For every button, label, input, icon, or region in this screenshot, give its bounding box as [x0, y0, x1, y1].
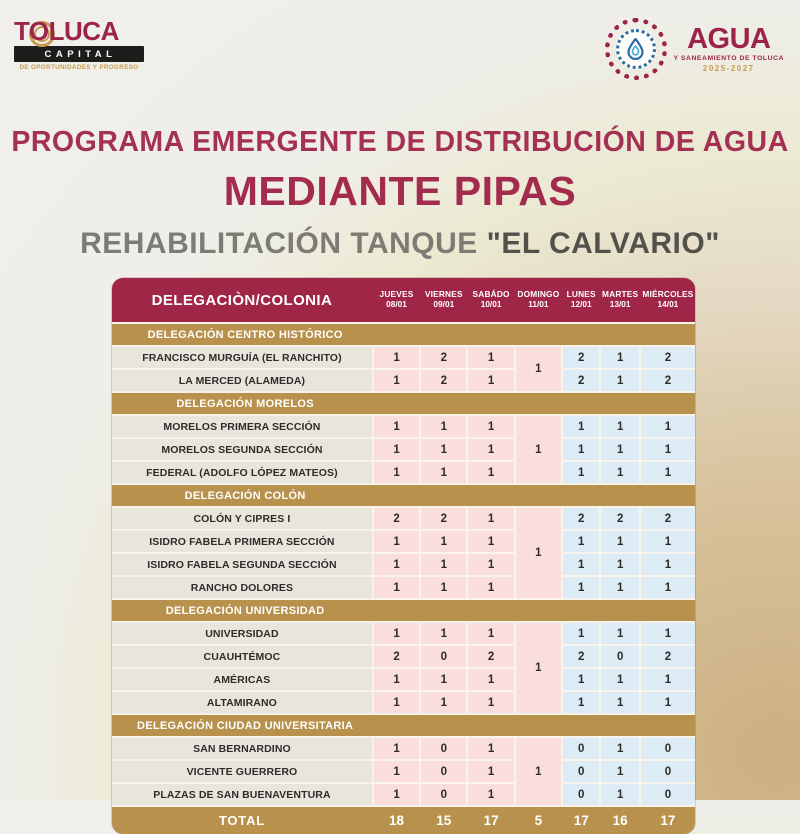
header: [0, 0, 800, 96]
schedule-cell: 1: [641, 577, 695, 598]
schedule-cell: 1: [563, 531, 599, 552]
title-line3-normal: REHABILITACIÓN TANQUE: [80, 226, 487, 260]
schedule-cell: 1: [601, 439, 638, 460]
schedule-cell: 1: [563, 416, 599, 437]
table-header-row: [112, 278, 695, 322]
colonia-label: LA MERCED (ALAMEDA): [112, 370, 372, 391]
total-value: 5: [534, 813, 543, 829]
schedule-cell: 1: [641, 531, 695, 552]
colonia-label: COLÓN Y CIPRES I: [112, 508, 372, 529]
total-value: 17: [573, 813, 589, 829]
section-title: DELEGACIÓN CENTRO HISTÓRICO: [147, 328, 343, 341]
schedule-cell: 0: [563, 738, 599, 759]
schedule-cell: 1: [641, 623, 695, 644]
section-title: DELEGACIÓN COLÓN: [184, 489, 306, 502]
title-line3: [0, 227, 800, 262]
column-header-day: [601, 278, 638, 322]
schedule-cell: 1: [563, 623, 599, 644]
title-line3-bold: "EL CALVARIO": [486, 226, 720, 260]
schedule-cell: 1: [468, 439, 513, 460]
section-rows: [112, 738, 695, 805]
schedule-cell: 1: [374, 370, 419, 391]
schedule-cell: 1: [374, 623, 419, 644]
schedule-cell: 2: [563, 370, 599, 391]
schedule-cell: 1: [374, 669, 419, 690]
colonia-label: ISIDRO FABELA PRIMERA SECCIÓN: [112, 531, 372, 552]
colonia-label: SAN BERNARDINO: [112, 738, 372, 759]
toluca-tagline: DE OPORTUNIDADES Y PROGRESO: [19, 64, 139, 71]
schedule-cell: 1: [601, 692, 638, 713]
column-header-day: [374, 278, 419, 322]
colonia-label: MORELOS SEGUNDA SECCIÓN: [112, 439, 372, 460]
schedule-cell: 1: [468, 784, 513, 805]
schedule-cell: 1: [374, 738, 419, 759]
schedule-cell: 1: [374, 439, 419, 460]
title-line1: PROGRAMA EMERGENTE DE DISTRIBUCIÓN DE AGUA: [11, 126, 789, 158]
colonia-label: ISIDRO FABELA SEGUNDA SECCIÓN: [112, 554, 372, 575]
schedule-cell: 0: [601, 646, 638, 667]
schedule-cell: 1: [601, 784, 638, 805]
water-drop-icon: [627, 38, 644, 60]
schedule-cell: 1: [468, 738, 513, 759]
day-date: 13/01: [609, 299, 631, 310]
schedule-cell: 2: [641, 347, 695, 368]
agua-name-text: AGUA: [687, 23, 771, 56]
title-block: [0, 126, 800, 261]
schedule-cell: 2: [374, 646, 419, 667]
schedule-cell: 1: [641, 554, 695, 575]
section-header: [112, 393, 695, 414]
schedule-cell-domingo: 1: [516, 623, 561, 713]
schedule-cell: 1: [563, 554, 599, 575]
total-value: 17: [660, 813, 676, 829]
total-value: 17: [483, 813, 499, 829]
schedule-cell-domingo: 1: [516, 347, 561, 391]
colonia-label: AMÉRICAS: [112, 669, 372, 690]
schedule-cell: 0: [641, 761, 695, 782]
day-name: JUEVES: [379, 289, 414, 300]
schedule-cell: 0: [421, 784, 466, 805]
schedule-cell: 1: [374, 784, 419, 805]
agua-years: 2025-2027: [702, 63, 755, 73]
schedule-cell: 1: [468, 347, 513, 368]
colonia-label: ALTAMIRANO: [112, 692, 372, 713]
day-date: 12/01: [570, 299, 592, 310]
section-rows: [112, 416, 695, 483]
title-line2: MEDIANTE PIPAS: [223, 167, 577, 214]
section-header: [112, 485, 695, 506]
schedule-cell: 0: [641, 738, 695, 759]
schedule-cell: 2: [563, 347, 599, 368]
day-name: LUNES: [566, 289, 596, 300]
schedule-cell: 1: [468, 623, 513, 644]
schedule-cell: 1: [563, 439, 599, 460]
schedule-cell: 1: [421, 462, 466, 483]
colonia-label: VICENTE GUERRERO: [112, 761, 372, 782]
total-label: TOTAL: [218, 813, 265, 829]
schedule-cell: 1: [468, 370, 513, 391]
agua-subtitle: Y SANEAMIENTO DE TOLUCA: [673, 55, 784, 63]
schedule-cell: 1: [601, 531, 638, 552]
colonia-label: FRANCISCO MURGUÍA (EL RANCHITO): [112, 347, 372, 368]
schedule-cell: 1: [468, 554, 513, 575]
schedule-cell: 1: [601, 761, 638, 782]
schedule-cell: 1: [468, 692, 513, 713]
schedule-cell: 0: [421, 761, 466, 782]
column-header-day: [641, 278, 695, 322]
schedule-cell: 2: [563, 508, 599, 529]
section-rows: [112, 508, 695, 598]
colonia-label: PLAZAS DE SAN BUENAVENTURA: [112, 784, 372, 805]
schedule-cell: 1: [421, 623, 466, 644]
schedule-cell: 1: [468, 577, 513, 598]
schedule-cell: 1: [374, 416, 419, 437]
schedule-cell: 1: [374, 347, 419, 368]
schedule-cell: 1: [641, 439, 695, 460]
schedule-cell: 1: [468, 761, 513, 782]
colonia-label: MORELOS PRIMERA SECCIÓN: [112, 416, 372, 437]
schedule-cell: 1: [374, 761, 419, 782]
total-value: 18: [389, 813, 405, 829]
schedule-cell: 1: [601, 416, 638, 437]
schedule-cell: 1: [468, 531, 513, 552]
agua-emblem-icon: [605, 18, 667, 80]
schedule-cell: 1: [374, 692, 419, 713]
schedule-cell: 1: [601, 554, 638, 575]
schedule-table: [112, 278, 695, 834]
schedule-cell: 1: [374, 554, 419, 575]
day-name: MARTES: [602, 289, 639, 300]
schedule-cell: 0: [421, 738, 466, 759]
colonia-label: UNIVERSIDAD: [112, 623, 372, 644]
colonia-label: FEDERAL (ADOLFO LÓPEZ MATEOS): [112, 462, 372, 483]
toluca-logo: [14, 18, 144, 71]
schedule-cell: 1: [468, 462, 513, 483]
total-value: 16: [612, 813, 628, 829]
toluca-capital-bar: CAPITAL: [14, 46, 144, 62]
day-name: VIERNES: [424, 289, 463, 300]
day-date: 08/01: [386, 299, 407, 310]
schedule-cell: 1: [374, 577, 419, 598]
schedule-cell: 1: [421, 531, 466, 552]
schedule-cell: 0: [563, 761, 599, 782]
schedule-cell: 1: [421, 439, 466, 460]
schedule-cell: 2: [374, 508, 419, 529]
schedule-cell: 2: [421, 370, 466, 391]
section-title: DELEGACIÓN UNIVERSIDAD: [165, 604, 325, 617]
schedule-cell: 0: [563, 784, 599, 805]
schedule-cell: 2: [421, 508, 466, 529]
schedule-cell: 1: [641, 416, 695, 437]
agua-logo: [605, 18, 784, 80]
schedule-cell-domingo: 1: [516, 416, 561, 483]
schedule-cell: 1: [563, 462, 599, 483]
toluca-wordmark: [14, 18, 144, 44]
schedule-cell: 1: [421, 577, 466, 598]
schedule-cell: 1: [468, 416, 513, 437]
day-name: MIÉRCOLES: [642, 289, 694, 300]
schedule-cell: 1: [563, 669, 599, 690]
schedule-cell: 2: [641, 646, 695, 667]
day-name: DOMINGO: [517, 289, 560, 300]
total-value: 15: [436, 813, 452, 829]
column-header-delegacion: DELEGACIÒN/COLONIA: [151, 291, 333, 309]
schedule-cell: 1: [563, 692, 599, 713]
schedule-cell: 1: [421, 416, 466, 437]
agua-wordmark: [674, 25, 784, 73]
day-date: 09/01: [433, 299, 455, 310]
schedule-cell: 1: [641, 692, 695, 713]
schedule-cell: 1: [601, 462, 638, 483]
section-title: DELEGACIÓN MORELOS: [176, 397, 314, 410]
schedule-cell: 1: [601, 347, 638, 368]
schedule-cell: 1: [601, 370, 638, 391]
schedule-cell: 2: [641, 370, 695, 391]
section-header: [112, 324, 695, 345]
schedule-cell-domingo: 1: [516, 508, 561, 598]
day-date: 14/01: [657, 299, 679, 310]
schedule-cell: 1: [468, 669, 513, 690]
schedule-cell: 1: [601, 669, 638, 690]
schedule-cell: 1: [641, 669, 695, 690]
column-header-day: [468, 278, 513, 322]
day-date: 10/01: [480, 299, 502, 310]
schedule-cell: 1: [421, 669, 466, 690]
section-header: [112, 600, 695, 621]
colonia-label: RANCHO DOLORES: [112, 577, 372, 598]
schedule-cell: 2: [601, 508, 638, 529]
column-header-day: [421, 278, 466, 322]
schedule-cell: 1: [421, 692, 466, 713]
column-header-day: [563, 278, 599, 322]
colonia-label: CUAUHTÉMOC: [112, 646, 372, 667]
toluca-name-text: TOLUCA: [14, 16, 119, 46]
schedule-cell: 1: [468, 508, 513, 529]
total-row: [112, 807, 695, 834]
section-rows: [112, 347, 695, 391]
section-rows: [112, 623, 695, 713]
schedule-cell: 1: [601, 738, 638, 759]
schedule-cell: 1: [641, 462, 695, 483]
schedule-cell-domingo: 1: [516, 738, 561, 805]
schedule-cell: 0: [641, 784, 695, 805]
water-circle-icon: [616, 29, 656, 69]
schedule-cell: 2: [468, 646, 513, 667]
day-date: 11/01: [528, 299, 549, 310]
section-title: DELEGACIÓN CIUDAD UNIVERSITARIA: [137, 719, 354, 732]
schedule-cell: 1: [601, 577, 638, 598]
schedule-cell: 1: [421, 554, 466, 575]
section-header: [112, 715, 695, 736]
schedule-cell: 0: [421, 646, 466, 667]
schedule-cell: 1: [601, 623, 638, 644]
schedule-cell: 2: [641, 508, 695, 529]
column-header-day: [516, 278, 561, 322]
schedule-cell: 2: [563, 646, 599, 667]
schedule-cell: 1: [374, 462, 419, 483]
day-name: SABÁDO: [472, 289, 510, 300]
schedule-cell: 2: [421, 347, 466, 368]
schedule-cell: 1: [563, 577, 599, 598]
schedule-cell: 1: [374, 531, 419, 552]
